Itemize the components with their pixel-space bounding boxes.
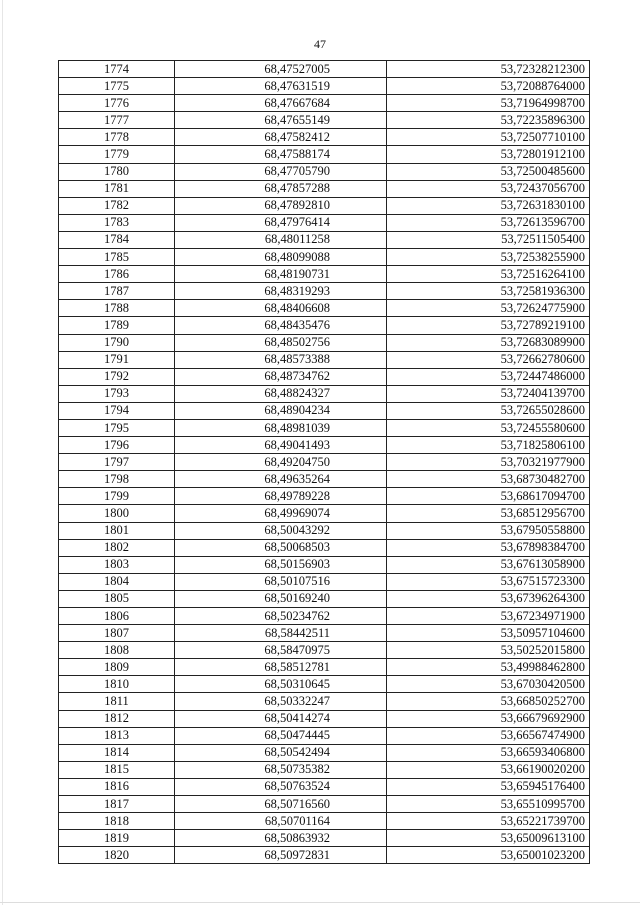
table-row <box>59 813 590 830</box>
point-number-cell: 1786 <box>59 266 175 283</box>
coordinate-y-cell: 53,67898384700 <box>387 539 590 556</box>
coordinate-y-cell: 53,68730482700 <box>387 471 590 488</box>
point-number-cell: 1796 <box>59 437 175 454</box>
table-row <box>59 693 590 710</box>
coordinate-y-cell: 53,67950558800 <box>387 522 590 539</box>
coordinate-y-cell: 53,66567474900 <box>387 727 590 744</box>
coordinate-y-cell: 53,66593406800 <box>387 744 590 761</box>
point-number-cell: 1791 <box>59 351 175 368</box>
coordinate-x-cell: 68,50474445 <box>175 727 387 744</box>
coordinate-y-cell: 53,66850252700 <box>387 693 590 710</box>
coordinate-x-cell: 68,48981039 <box>175 419 387 436</box>
table-row <box>59 351 590 368</box>
point-number-cell: 1816 <box>59 778 175 795</box>
coordinate-x-cell: 68,49204750 <box>175 454 387 471</box>
table-row <box>59 129 590 146</box>
point-number-cell: 1794 <box>59 402 175 419</box>
page-number: 47 <box>314 37 326 51</box>
point-number-cell: 1810 <box>59 676 175 693</box>
table-row <box>59 796 590 813</box>
coordinate-x-cell: 68,49635264 <box>175 471 387 488</box>
coordinate-y-cell: 53,70321977900 <box>387 454 590 471</box>
table-row <box>59 830 590 847</box>
point-number-cell: 1818 <box>59 813 175 830</box>
table-row <box>59 522 590 539</box>
table-row <box>59 368 590 385</box>
coordinate-x-cell: 68,50542494 <box>175 744 387 761</box>
point-number-cell: 1807 <box>59 625 175 642</box>
coordinate-y-cell: 53,67613058900 <box>387 556 590 573</box>
table-row <box>59 163 590 180</box>
point-number-cell: 1778 <box>59 129 175 146</box>
point-number-cell: 1776 <box>59 95 175 112</box>
coordinate-y-cell: 53,65510995700 <box>387 796 590 813</box>
coordinate-x-cell: 68,48099088 <box>175 249 387 266</box>
coordinate-x-cell: 68,50332247 <box>175 693 387 710</box>
table-row <box>59 659 590 676</box>
coordinate-y-cell: 53,72683089900 <box>387 334 590 351</box>
coordinate-y-cell: 53,72662780600 <box>387 351 590 368</box>
point-number-cell: 1783 <box>59 214 175 231</box>
table-row <box>59 573 590 590</box>
table-row <box>59 214 590 231</box>
coordinate-y-cell: 53,66679692900 <box>387 710 590 727</box>
coordinate-y-cell: 53,65945176400 <box>387 778 590 795</box>
point-number-cell: 1811 <box>59 693 175 710</box>
coordinate-x-cell: 68,47631519 <box>175 78 387 95</box>
table-row <box>59 847 590 864</box>
point-number-cell: 1793 <box>59 385 175 402</box>
point-number-cell: 1775 <box>59 78 175 95</box>
coordinate-x-cell: 68,49041493 <box>175 437 387 454</box>
point-number-cell: 1780 <box>59 163 175 180</box>
coordinate-y-cell: 53,72511505400 <box>387 231 590 248</box>
coordinate-x-cell: 68,48904234 <box>175 402 387 419</box>
point-number-cell: 1800 <box>59 505 175 522</box>
point-number-cell: 1788 <box>59 300 175 317</box>
table-row <box>59 95 590 112</box>
table-row <box>59 488 590 505</box>
table-row <box>59 249 590 266</box>
coordinate-x-cell: 68,50068503 <box>175 539 387 556</box>
point-number-cell: 1792 <box>59 368 175 385</box>
coordinate-x-cell: 68,47667684 <box>175 95 387 112</box>
table-row <box>59 761 590 778</box>
table-row <box>59 471 590 488</box>
table-row <box>59 78 590 95</box>
coordinate-y-cell: 53,72789219100 <box>387 317 590 334</box>
point-number-cell: 1784 <box>59 231 175 248</box>
coordinate-y-cell: 53,72801912100 <box>387 146 590 163</box>
coordinate-y-cell: 53,71825806100 <box>387 437 590 454</box>
point-number-cell: 1774 <box>59 61 175 78</box>
coordinate-y-cell: 53,67030420500 <box>387 676 590 693</box>
coordinate-y-cell: 53,72235896300 <box>387 112 590 129</box>
coordinate-x-cell: 68,58512781 <box>175 659 387 676</box>
coordinate-x-cell: 68,47588174 <box>175 146 387 163</box>
coordinate-y-cell: 53,72500485600 <box>387 163 590 180</box>
coordinate-x-cell: 68,48190731 <box>175 266 387 283</box>
point-number-cell: 1802 <box>59 539 175 556</box>
point-number-cell: 1806 <box>59 608 175 625</box>
table-body <box>59 61 590 864</box>
coordinate-y-cell: 53,72613596700 <box>387 214 590 231</box>
coordinate-x-cell: 68,50156903 <box>175 556 387 573</box>
coordinate-x-cell: 68,47655149 <box>175 112 387 129</box>
coordinate-x-cell: 68,47892810 <box>175 197 387 214</box>
scan-edge-left <box>2 0 3 905</box>
coordinate-x-cell: 68,50414274 <box>175 710 387 727</box>
coordinate-x-cell: 68,49789228 <box>175 488 387 505</box>
coordinates-table <box>58 60 590 864</box>
point-number-cell: 1803 <box>59 556 175 573</box>
table-row <box>59 385 590 402</box>
point-number-cell: 1797 <box>59 454 175 471</box>
coordinate-x-cell: 68,48734762 <box>175 368 387 385</box>
coordinate-x-cell: 68,50169240 <box>175 590 387 607</box>
coordinate-y-cell: 53,72404139700 <box>387 385 590 402</box>
table-row <box>59 710 590 727</box>
table-row <box>59 625 590 642</box>
coordinate-y-cell: 53,65221739700 <box>387 813 590 830</box>
coordinate-y-cell: 53,66190020200 <box>387 761 590 778</box>
point-number-cell: 1777 <box>59 112 175 129</box>
coordinate-x-cell: 68,47582412 <box>175 129 387 146</box>
coordinate-y-cell: 53,72516264100 <box>387 266 590 283</box>
coordinate-x-cell: 68,47527005 <box>175 61 387 78</box>
coordinate-y-cell: 53,50957104600 <box>387 625 590 642</box>
coordinate-x-cell: 68,47705790 <box>175 163 387 180</box>
point-number-cell: 1813 <box>59 727 175 744</box>
coordinate-x-cell: 68,50107516 <box>175 573 387 590</box>
coordinate-y-cell: 53,72507710100 <box>387 129 590 146</box>
table-row <box>59 642 590 659</box>
coordinate-y-cell: 53,68617094700 <box>387 488 590 505</box>
point-number-cell: 1809 <box>59 659 175 676</box>
point-number-cell: 1808 <box>59 642 175 659</box>
table-row <box>59 300 590 317</box>
coordinate-x-cell: 68,48435476 <box>175 317 387 334</box>
coordinate-y-cell: 53,72631830100 <box>387 197 590 214</box>
coordinate-x-cell: 68,58470975 <box>175 642 387 659</box>
table-row <box>59 590 590 607</box>
coordinate-y-cell: 53,72655028600 <box>387 402 590 419</box>
coordinate-y-cell: 53,67396264300 <box>387 590 590 607</box>
table-row <box>59 283 590 300</box>
coordinate-x-cell: 68,48824327 <box>175 385 387 402</box>
point-number-cell: 1787 <box>59 283 175 300</box>
table-row <box>59 334 590 351</box>
table-row <box>59 778 590 795</box>
point-number-cell: 1781 <box>59 180 175 197</box>
table-row <box>59 197 590 214</box>
table-row <box>59 231 590 248</box>
coordinate-y-cell: 53,65009613100 <box>387 830 590 847</box>
table-row <box>59 727 590 744</box>
point-number-cell: 1789 <box>59 317 175 334</box>
scan-edge-bottom <box>0 902 640 903</box>
table-row <box>59 419 590 436</box>
point-number-cell: 1817 <box>59 796 175 813</box>
table-row <box>59 454 590 471</box>
point-number-cell: 1812 <box>59 710 175 727</box>
table-row <box>59 112 590 129</box>
coordinate-y-cell: 53,72581936300 <box>387 283 590 300</box>
table-row <box>59 608 590 625</box>
table-row <box>59 556 590 573</box>
coordinate-x-cell: 68,47857288 <box>175 180 387 197</box>
coordinate-x-cell: 68,48011258 <box>175 231 387 248</box>
coordinate-x-cell: 68,50863932 <box>175 830 387 847</box>
coordinate-x-cell: 68,47976414 <box>175 214 387 231</box>
table-row <box>59 437 590 454</box>
point-number-cell: 1779 <box>59 146 175 163</box>
coordinate-y-cell: 53,68512956700 <box>387 505 590 522</box>
point-number-cell: 1801 <box>59 522 175 539</box>
coordinate-x-cell: 68,50716560 <box>175 796 387 813</box>
coordinate-x-cell: 68,48406608 <box>175 300 387 317</box>
coordinate-y-cell: 53,72447486000 <box>387 368 590 385</box>
coordinate-x-cell: 68,49969074 <box>175 505 387 522</box>
point-number-cell: 1804 <box>59 573 175 590</box>
table-row <box>59 180 590 197</box>
point-number-cell: 1820 <box>59 847 175 864</box>
coordinate-x-cell: 68,50234762 <box>175 608 387 625</box>
coordinate-y-cell: 53,72088764000 <box>387 78 590 95</box>
table-row <box>59 539 590 556</box>
point-number-cell: 1790 <box>59 334 175 351</box>
coordinate-x-cell: 68,50972831 <box>175 847 387 864</box>
coordinate-x-cell: 68,50310645 <box>175 676 387 693</box>
coordinate-y-cell: 53,65001023200 <box>387 847 590 864</box>
coordinate-x-cell: 68,48573388 <box>175 351 387 368</box>
coordinate-y-cell: 53,50252015800 <box>387 642 590 659</box>
coordinate-x-cell: 68,50701164 <box>175 813 387 830</box>
table-row <box>59 61 590 78</box>
table-row <box>59 744 590 761</box>
point-number-cell: 1815 <box>59 761 175 778</box>
coordinate-y-cell: 53,72455580600 <box>387 419 590 436</box>
coordinate-y-cell: 53,72538255900 <box>387 249 590 266</box>
point-number-cell: 1782 <box>59 197 175 214</box>
point-number-cell: 1798 <box>59 471 175 488</box>
table-row <box>59 676 590 693</box>
point-number-cell: 1805 <box>59 590 175 607</box>
coordinate-y-cell: 53,72328212300 <box>387 61 590 78</box>
table-row <box>59 146 590 163</box>
coordinate-x-cell: 68,50763524 <box>175 778 387 795</box>
coordinate-y-cell: 53,67234971900 <box>387 608 590 625</box>
point-number-cell: 1795 <box>59 419 175 436</box>
table-row <box>59 505 590 522</box>
table-row <box>59 402 590 419</box>
coordinate-y-cell: 53,72624775900 <box>387 300 590 317</box>
table-row <box>59 266 590 283</box>
coordinate-x-cell: 68,50043292 <box>175 522 387 539</box>
coordinate-x-cell: 68,58442511 <box>175 625 387 642</box>
point-number-cell: 1785 <box>59 249 175 266</box>
point-number-cell: 1799 <box>59 488 175 505</box>
table-row <box>59 317 590 334</box>
coordinate-y-cell: 53,49988462800 <box>387 659 590 676</box>
coordinate-x-cell: 68,48502756 <box>175 334 387 351</box>
coordinate-y-cell: 53,72437056700 <box>387 180 590 197</box>
point-number-cell: 1814 <box>59 744 175 761</box>
point-number-cell: 1819 <box>59 830 175 847</box>
coordinate-x-cell: 68,50735382 <box>175 761 387 778</box>
coordinate-y-cell: 53,67515723300 <box>387 573 590 590</box>
coordinate-y-cell: 53,71964998700 <box>387 95 590 112</box>
coordinate-x-cell: 68,48319293 <box>175 283 387 300</box>
